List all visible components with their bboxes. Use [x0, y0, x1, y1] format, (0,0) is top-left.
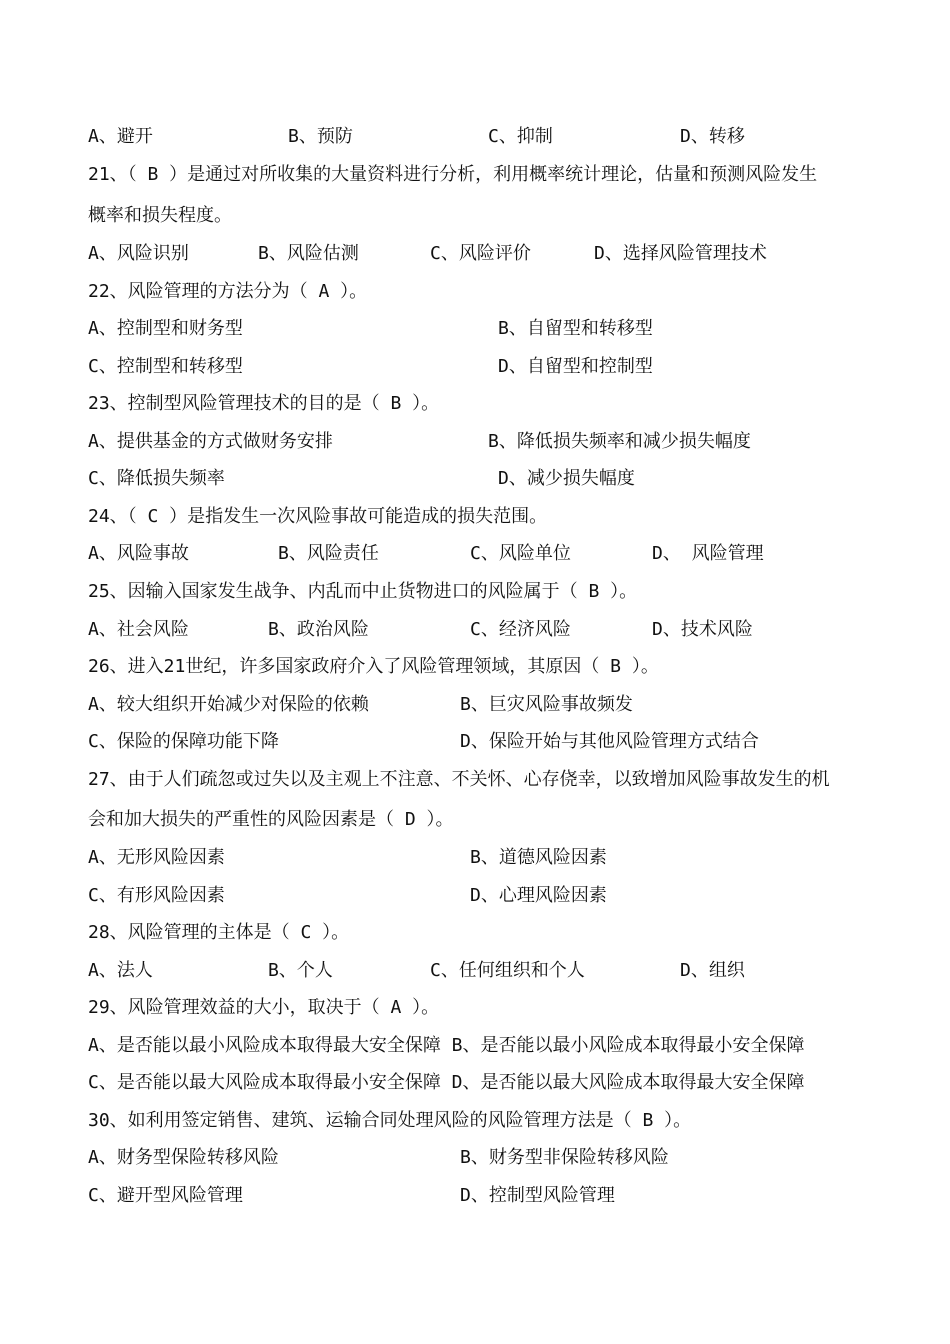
- q26-option-d: D、保险开始与其他风险管理方式结合: [460, 731, 759, 752]
- q24-option-d: D、 风险管理: [652, 543, 764, 564]
- q24-option-c: C、风险单位: [470, 543, 571, 564]
- q27-stem-line-2: 会和加大损失的严重性的风险因素是（ D ）。: [88, 809, 454, 830]
- q28-option-d: D、组织: [680, 960, 745, 981]
- q21-option-a: A、风险识别: [88, 243, 189, 264]
- q25-option-c: C、经济风险: [470, 619, 571, 640]
- q22-option-c: C、控制型和转移型: [88, 356, 243, 377]
- q21-stem-line-2: 概率和损失程度。: [88, 205, 232, 226]
- q25-stem: 25、因输入国家发生战争、内乱而中止货物进口的风险属于（ B ）。: [88, 581, 638, 602]
- q29-options-cd: C、是否能以最大风险成本取得最小安全保障 D、是否能以最大风险成本取得最大安全保障: [88, 1072, 805, 1093]
- q23-option-b: B、降低损失频率和减少损失幅度: [488, 431, 751, 452]
- q20-option-c: C、抑制: [488, 126, 553, 147]
- q25-option-a: A、社会风险: [88, 619, 189, 640]
- q23-option-d: D、减少损失幅度: [498, 468, 635, 489]
- q26-option-c: C、保险的保障功能下降: [88, 731, 279, 752]
- q28-option-c: C、任何组织和个人: [430, 960, 585, 981]
- q30-option-c: C、避开型风险管理: [88, 1185, 243, 1206]
- q27-option-b: B、道德风险因素: [470, 847, 607, 868]
- q25-option-b: B、政治风险: [268, 619, 369, 640]
- q30-option-d: D、控制型风险管理: [460, 1185, 615, 1206]
- q22-option-a: A、控制型和财务型: [88, 318, 243, 339]
- q30-option-b: B、财务型非保险转移风险: [460, 1147, 669, 1168]
- q27-option-a: A、无形风险因素: [88, 847, 225, 868]
- q28-stem: 28、风险管理的主体是（ C ）。: [88, 922, 350, 943]
- q23-option-c: C、降低损失频率: [88, 468, 225, 489]
- q26-stem: 26、进入21世纪，许多国家政府介入了风险管理领域，其原因（ B ）。: [88, 656, 659, 677]
- q27-option-c: C、有形风险因素: [88, 885, 225, 906]
- q24-option-a: A、风险事故: [88, 543, 189, 564]
- q22-option-b: B、自留型和转移型: [498, 318, 653, 339]
- q28-option-b: B、个人: [268, 960, 333, 981]
- q26-option-a: A、较大组织开始减少对保险的依赖: [88, 694, 369, 715]
- q30-option-a: A、财务型保险转移风险: [88, 1147, 279, 1168]
- q22-option-d: D、自留型和控制型: [498, 356, 653, 377]
- q25-option-d: D、技术风险: [652, 619, 753, 640]
- q27-option-d: D、心理风险因素: [470, 885, 607, 906]
- q20-option-b: B、预防: [288, 126, 353, 147]
- q23-stem: 23、控制型风险管理技术的目的是（ B ）。: [88, 393, 440, 414]
- q26-option-b: B、巨灾风险事故频发: [460, 694, 633, 715]
- q27-stem-line-1: 27、由于人们疏忽或过失以及主观上不注意、不关怀、心存侥幸，以致增加风险事故发生的机: [88, 769, 830, 790]
- q21-option-b: B、风险估测: [258, 243, 359, 264]
- q24-option-b: B、风险责任: [278, 543, 379, 564]
- q21-option-d: D、选择风险管理技术: [594, 243, 767, 264]
- q23-option-a: A、提供基金的方式做财务安排: [88, 431, 333, 452]
- q30-stem: 30、如利用签定销售、建筑、运输合同处理风险的风险管理方法是（ B ）。: [88, 1110, 692, 1131]
- q20-option-a: A、避开: [88, 126, 153, 147]
- q20-option-d: D、转移: [680, 126, 745, 147]
- q21-stem-line-1: 21、（ B ）是通过对所收集的大量资料进行分析，利用概率统计理论，估量和预测风险发生: [88, 164, 818, 185]
- q28-option-a: A、法人: [88, 960, 153, 981]
- q24-stem: 24、（ C ）是指发生一次风险事故可能造成的损失范围。: [88, 506, 548, 527]
- q22-stem: 22、风险管理的方法分为（ A ）。: [88, 281, 368, 302]
- q21-option-c: C、风险评价: [430, 243, 531, 264]
- q29-stem: 29、风险管理效益的大小，取决于（ A ）。: [88, 997, 440, 1018]
- q29-options-ab: A、是否能以最小风险成本取得最大安全保障 B、是否能以最小风险成本取得最小安全保障: [88, 1035, 805, 1056]
